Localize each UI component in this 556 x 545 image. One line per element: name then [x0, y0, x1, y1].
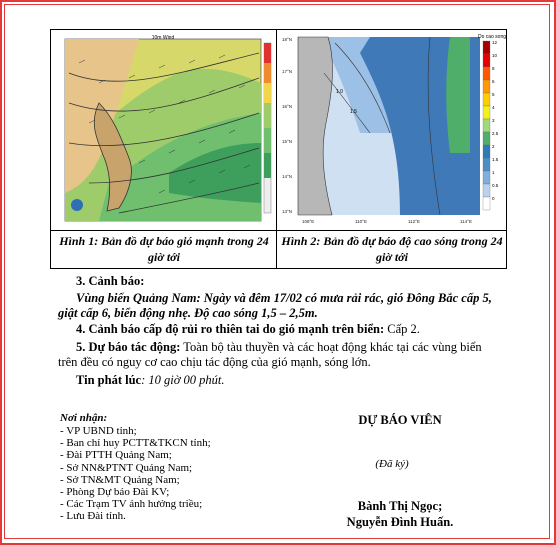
issue-time-label: Tin phát lúc: [76, 373, 142, 387]
signed-note: (Đã ký): [375, 458, 409, 470]
legend-swatch: [483, 93, 490, 106]
legend-swatch: [483, 106, 490, 119]
wave-lat-label: 18°N: [282, 37, 293, 42]
legend-value: 5: [492, 92, 495, 97]
recipient-item: - Sở TN&MT Quảng Nam;: [60, 473, 180, 486]
legend-swatch: [483, 80, 490, 93]
recipient-item: - Các Trạm TV ảnh hưởng triều;: [60, 498, 203, 511]
forecaster-role: DỰ BÁO VIÊN: [358, 413, 442, 427]
recipient-item: - Sở NN&PTNT Quảng Nam;: [60, 461, 193, 474]
legend-swatch: [483, 171, 490, 184]
wave-height-map: [280, 33, 507, 227]
legend-value: 4: [492, 105, 495, 110]
issue-time-value: : 10 giờ 00 phút.: [141, 373, 225, 387]
legend-value: 10: [492, 53, 498, 58]
wave-lat-label: 13°N: [282, 209, 293, 214]
legend-swatch: [483, 197, 490, 210]
table-column-divider: [276, 30, 277, 268]
warning-line-1: Vùng biển Quảng Nam: Ngày và đêm 17/02 có mưa rải rác, gió Đông Bắc cấp 5,: [76, 291, 492, 305]
legend-swatch: [483, 41, 490, 54]
table-row-divider: [51, 230, 506, 231]
wave-lon-label: 110°E: [355, 219, 367, 224]
wave-lon-label: 112°E: [408, 219, 420, 224]
wave-lat-label: 14°N: [282, 174, 293, 179]
recipient-item: - Đài PTTH Quảng Nam;: [60, 449, 172, 462]
impact-line-2: trên đều có nguy cơ cao chịu tác động của gió mạnh, sóng lớn.: [58, 355, 371, 369]
recipient-item: - Phòng Dự báo Đài KV;: [60, 486, 170, 498]
legend-value: 1.5: [492, 157, 499, 162]
wave-contour-label-2: 1.5: [350, 109, 357, 115]
recipient-item: - Lưu Đài tỉnh.: [60, 510, 126, 523]
impact-text-1: Toàn bộ tàu thuyền và các hoạt động khác tại các vùng biển: [180, 340, 482, 354]
legend-value: 1: [492, 170, 495, 175]
legend-value: 0: [492, 196, 495, 201]
legend-value: 2.5: [492, 131, 499, 136]
wave-lon-label: 114°E: [460, 219, 472, 224]
warning-line-2: giật cấp 6, biển động nhẹ. Độ cao sóng 1,5 – 2,5m.: [58, 306, 318, 320]
wave-lon-label: 108°E: [302, 219, 315, 224]
figure-2-caption: Hình 2: Bản đồ dự báo độ cao sóng trong 24 giờ tới: [281, 234, 503, 264]
legend-swatch: [483, 145, 490, 158]
legend-swatch: [483, 184, 490, 197]
figure-1-caption: Hình 1: Bản đồ dự báo gió mạnh trong 24 giờ tới: [59, 234, 269, 264]
legend-swatch: [483, 158, 490, 171]
wave-lat-label: 17°N: [282, 69, 293, 74]
legend-value: 0.5: [492, 183, 499, 188]
recipient-item: - VP UBND tỉnh;: [60, 425, 137, 437]
impact-line-1: [76, 340, 482, 355]
legend-swatch: [483, 67, 490, 80]
wave-lat-label: 15°N: [282, 139, 293, 144]
wave-legend-title: Do cao song: [477, 34, 507, 40]
impact-label: 5. Dự báo tác động:: [76, 340, 181, 354]
forecaster-name-1: Bành Thị Ngọc;: [357, 499, 443, 513]
recipient-item: - Ban chỉ huy PCTT&TKCN tỉnh;: [60, 437, 211, 450]
legend-swatch: [483, 54, 490, 67]
risk-level-label: 4. Cảnh báo cấp độ rủi ro thiên tai do gió mạnh trên biển:: [76, 322, 385, 336]
legend-value: 2: [492, 144, 495, 149]
legend-value: 8: [492, 66, 495, 71]
wind-forecast-map: [59, 33, 273, 227]
recipients-heading: Nơi nhận:: [60, 412, 108, 424]
risk-level-value: Cấp 2.: [384, 322, 420, 336]
figure-table: [50, 29, 507, 269]
legend-value: 6: [492, 79, 495, 84]
legend-swatch: [483, 132, 490, 145]
issue-time-line: [76, 373, 224, 388]
legend-value: 12: [492, 40, 498, 45]
wave-contour-label-1: 1.0: [336, 89, 343, 95]
risk-level-line: [76, 322, 420, 337]
wind-map-title: 10m Wind: [151, 35, 175, 41]
warning-heading: 3. Cảnh báo:: [76, 274, 145, 288]
legend-value: 3: [492, 118, 495, 123]
forecaster-name-2: Nguyễn Đình Huấn.: [346, 515, 454, 529]
legend-swatch: [483, 119, 490, 132]
wave-lat-label: 16°N: [282, 104, 293, 109]
